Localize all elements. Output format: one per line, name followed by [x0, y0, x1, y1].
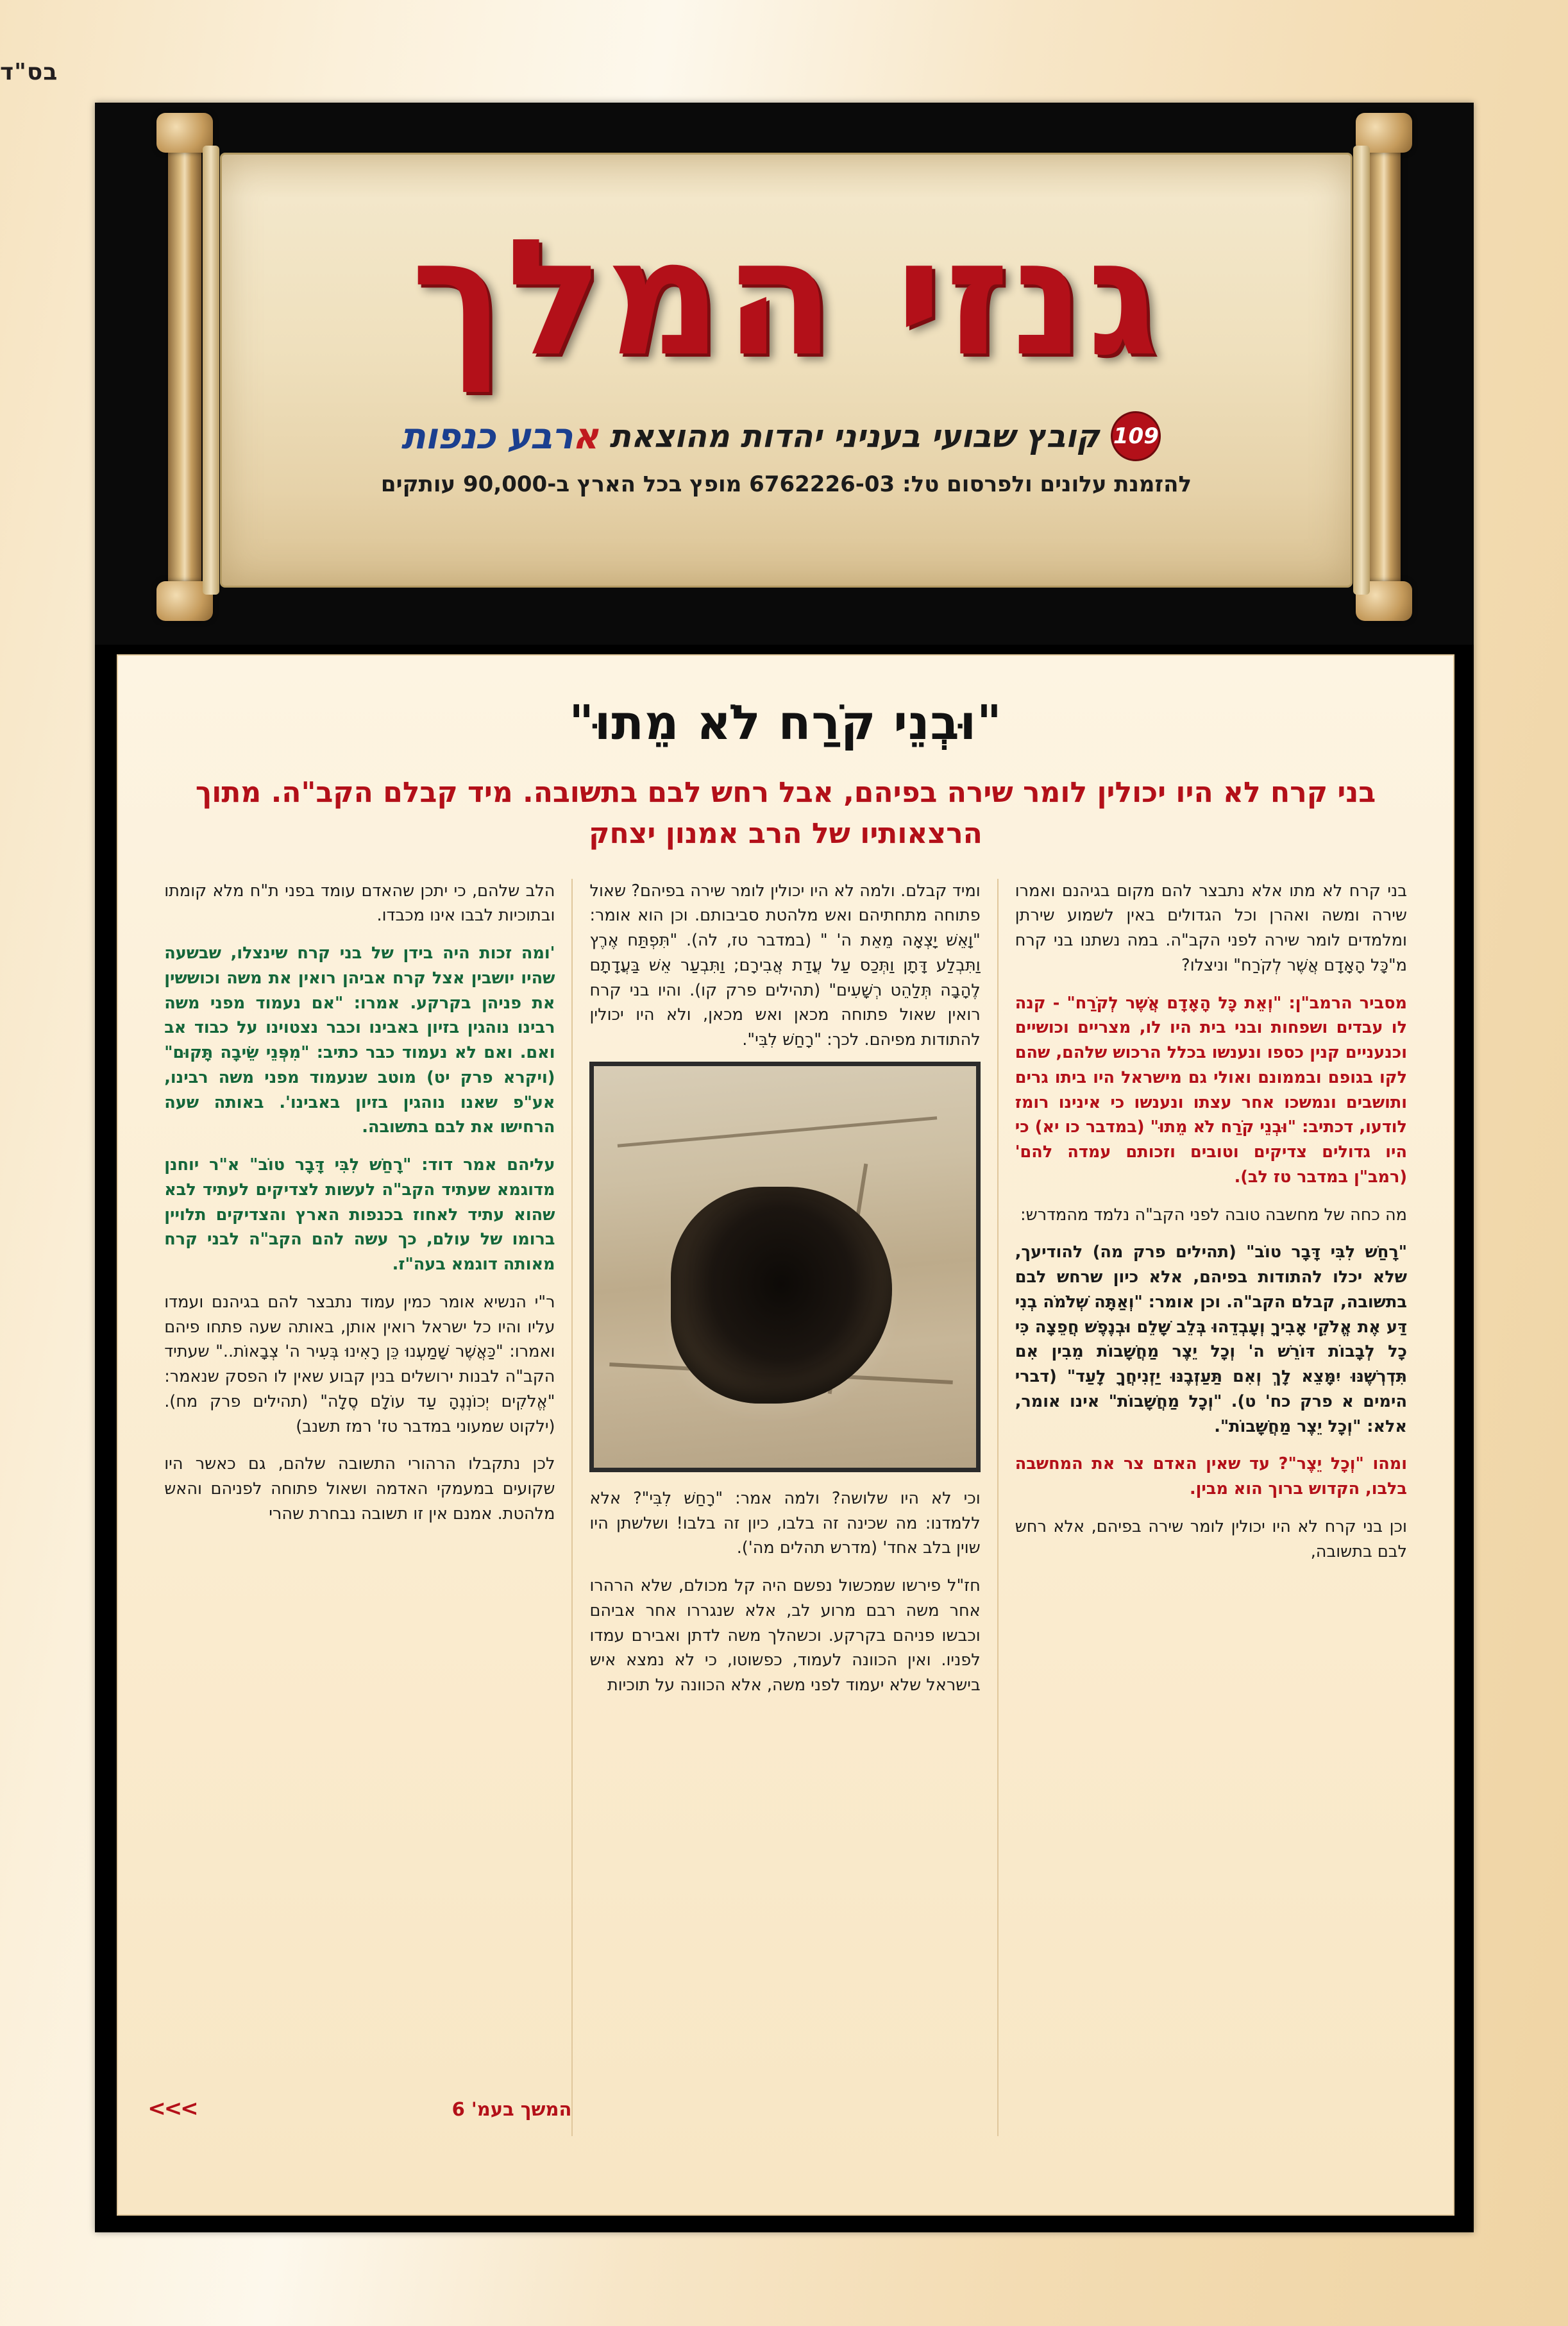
column-middle: [573, 879, 998, 2136]
bsd-marker: בס"ד: [0, 59, 58, 85]
paragraph: ומהו "וְכָל יֵצֶר"? עד שאין האדם צר את המחשבה בלבו, הקדוש ברוך הוא מבין.: [1015, 1454, 1407, 1499]
article-body: [117, 654, 1454, 2216]
paragraph: וכי לא היו שלושה? ולמה אמר: "רָחַשׁ לִבִּי"? אלא ללמדנו: מה שכינה זה בלבו, כיון זה בלבו! ושלשתן היו שוין בלב אחד' (מדרש תהלים מה').: [589, 1488, 981, 1558]
paragraph: "רָחַשׁ לִבִּי דָּבָר טוֹב" (תהילים פרק מה) להודיעך, שלא יכלו להתודות בפיהם, אלא כיון שרחש לבם בתשובה, קבלם הקב"ה. וכן אומר: "וְאַתָּה שְׁלֹמֹה בְנִי דַּע אֶת אֱלֹקֵי אָבִיךָ וְעָבְדֵהוּ בְּלֵב שָׁלֵם וּבְנֶפֶשׁ חֲפֵצָה כִּי כָל לְבָבוֹת דּוֹרֵשׁ ה' וְכָל יֵצֶר מַחֲשָׁבוֹת מֵבִין אִם תִּדְרְשֶׁנּוּ יִמָּצֵא לָךְ וְאִם תַּעַזְבֶנּוּ יַזְנִיחֲךָ לָעַד" (דברי הימים א פרק כח' ט). "וְכָל מַחֲשָׁבוֹת" אינו אומר, אלא: "וְכָל יֵצֶר מַחֲשָׁבוֹת".: [1015, 1243, 1407, 1436]
page-frame: [95, 103, 1474, 2232]
masthead-subtitle: קובץ שבועי בעניני יהדות מהוצאת: [609, 418, 1100, 455]
issue-number-badge: 109: [1111, 411, 1161, 461]
continued-note: המשך בעמ' 6: [451, 2098, 572, 2120]
article-deck: בני קרח לא היו יכולין לומר שירה בפיהם, אבל רחש לבם בתשובה. מיד קבלם הקב"ה. מתוך הרצאותיו של הרב אמנון יצחק: [195, 776, 1376, 850]
scroll-parchment: [220, 153, 1353, 588]
column-left: [148, 879, 573, 2136]
contact-line: להזמנת עלונים ולפרסום טל: 6762226-03 מופץ בכל הארץ ב-90,000 עותקים: [380, 471, 1192, 497]
paragraph: וכן בני קרח לא היו יכולין לומר שירה בפיהם, אלא רחש לבם בתשובה,: [1015, 1516, 1407, 1561]
paragraph: ומיד קבלם. ולמה לא היו יכולין לומר שירה בפיהם? שאול פתוחה מתחתיהם ואש מלהטת סביבותם. וכן הוא אומר: "וָאֵשׁ יָצְאָה מֵאֵת ה' " (במדבר טז, לה). "תִּפְתַּח אֶרֶץ וַתִּבְלַע דָּתָן וַתְּכַס עַל עֲדַת אֲבִירָם; וַתִּבְעַר אֵשׁ בַּעֲדָתָם לֶהָבָה תְּלַהֵט רְשָׁעִים" (תהילים פרק קו). והיו בני קרח רואין שאול פתוחה מכאן ואש מכאן, ולא היו יכולין להתודות מפיהם. לכך: "רָחַשׁ לִבִּי".: [589, 881, 981, 1050]
paragraph: הלב שלהם, כי יתכן שהאדם עומד בפני ת"ח מלא קומתו ובתוכיות לבבו אינו מכבדו.: [164, 881, 555, 926]
paragraph: חז"ל פירשו שמכשול נפשם היה קל מכולם, שלא הרהרו אחר משה רבם מרוע לב, אלא שנגררו אחר אביהם וכבשו פניהם בקרקע. וכשהלך משה לדתן ואבירם עמדו לפניו. ואין הכוונה לעמוד, כפשוטו, כי לא נמצא איש בישראל שלא יעמוד לפני משה, אלא הכוונה על תוכיות: [589, 1576, 981, 1695]
paragraph: 'ומה זכות היה בידן של בני קרח שינצלו, שבשעה שהיו יושבין אצל קרח אביהן רואין את משה וכוששין את פניהן בקרקע. אמרו: "אם נעמוד מפני משה רבינו נוהגין בזיון באבינו וכבר נצטוינו על כבוד אב ואם. ואם לא נעמוד כבר כתיב: "מִפְּנֵי שֵׂיבָה תָּקוּם" (ויקרא פרק יט) מוטב שנעמוד מפני משה רבינו, אע"פ שאנו נוהגין בזיון באבינו'. באותה שעה הרחישו את לבם בתשובה.: [164, 944, 555, 1137]
article-headline: "וּבְנֵי קֹרַח לֹא מֵתוּ": [569, 695, 1002, 751]
pit-in-rock-photo: [589, 1062, 980, 1472]
masthead-subtitle-block: [222, 411, 1351, 497]
publisher-brand-initial: א: [572, 415, 598, 457]
paragraph: מה כחה של מחשבה טובה לפני הקב"ה נלמד מהמדרש:: [1020, 1205, 1407, 1225]
article-footer: [148, 2093, 571, 2126]
article-columns: [148, 879, 1424, 2136]
scroll-banner: [146, 126, 1422, 613]
publisher-brand-rest: רבע כנפות: [401, 415, 573, 457]
continue-arrows-icon: <<<: [148, 2095, 197, 2121]
paragraph: בני קרח לא מתו אלא נתבצר להם מקום בגיהנם ואמרו שירה ומשה ואהרן וכל הגדולים באין לשמוע שירתן ומלמדים לומר שירה לפני הקב"ה. במה נשתנו בני קרח מ"כָּל הָאָדָם אֲשֶׁר לְקֹרַח" וניצלו?: [1015, 881, 1407, 975]
paragraph: ר"י הנשיא אומר כמין עמוד נתבצר להם בגיהנם ועמדו עליו והיו כל ישראל רואין אותן, באותה שעה פתחו פיהם ואמרו: "כַּאֲשֶׁר שָׁמַעְנוּ כֵּן רָאִינוּ בְּעִיר ה' צְבָאוֹת.." שעתיד הקב"ה לבנות ירושלים בנין קבוע שאין לו הפסק שנאמר: "אֱלֹקִים יְכוֹנְנֶהָ עַד עוֹלָם סֶלָה" (תהילים פרק מח). (ילקוט שמעוני במדבר טז' רמז תשנב): [164, 1292, 555, 1436]
paragraph: עליהם אמר דוד: "רָחַשׁ לִבִּי דָּבָר טוֹב" א"ר יוחנן מדוגמא שעתיד הקב"ה לעשות לצדיקים לעתיד לבא שהוא עתיד לאחוז בכנפות הארץ והצדיקים תלויין ברומו של עולם, כך עשה להם הקב"ה לבני קרח מאותה דוגמא בעה"ז.: [164, 1155, 555, 1275]
publisher-brand: [401, 416, 598, 457]
masthead: [95, 103, 1474, 645]
paragraph: לכן נתקבלו הרהורי התשובה שלהם, גם כאשר היו שקועים במעמקי האדמה ושאול פתוחה לפניהם והאש מלהטת. אמנם אין זו תשובה נבחרת שהרי: [164, 1454, 555, 1524]
paragraph: מסביר הרמב"ן: "וְאֵת כָּל הָאָדָם אֲשֶׁר לְקֹרַח" - קנה לו עבדים ושפחות ובני בית היו לו, מצריים וכושיים וכנעניים קנין כספו ונענשו בכלל הרכוש שלהם, שהם לקו בגופם ובממונם ואולי גם מישראל היו ביתו גרים ותושבים ונמשכו אחר עצתו ונענשו כי אינינו רומז לודעו, דכתיב: "וּבְנֵי קֹרַח לֹא מֵתוּ" (במדבר כו יא) כי היו גדולים צדיקים וטובים וזכותם עמדה להם' (רמב"ן במדבר טז לב).: [1015, 993, 1407, 1187]
column-right: [999, 879, 1424, 2136]
publication-title: גנזי המלך: [410, 205, 1162, 391]
